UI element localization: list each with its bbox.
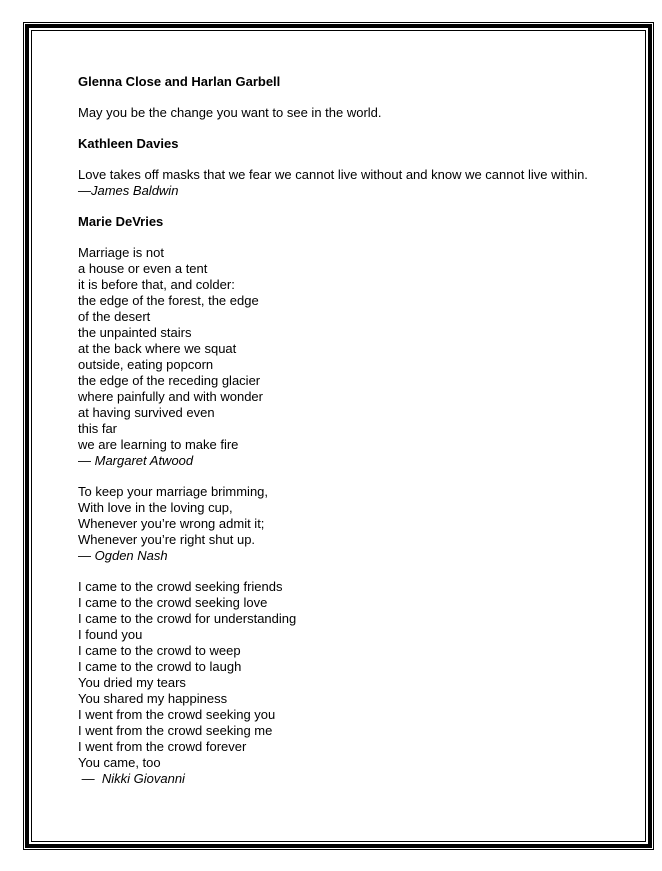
line-text: To keep your marriage brimming, xyxy=(78,484,269,499)
attribution-text: Margaret Atwood xyxy=(94,453,194,468)
line-text: we are learning to make fire xyxy=(78,437,239,452)
author-heading: Glenna Close and Harlan Garbell xyxy=(78,74,281,89)
author-heading: Marie DeVries xyxy=(78,214,164,229)
author-heading: Kathleen Davies xyxy=(78,136,179,151)
page-border-inner-line xyxy=(31,30,646,842)
line-text: Whenever you’re right shut up. xyxy=(78,532,256,547)
attribution-text: Nikki Giovanni xyxy=(101,771,185,786)
line-text: I went from the crowd seeking you xyxy=(78,707,276,722)
line-text: I came to the crowd to weep xyxy=(78,643,241,658)
line-text: it is before that, and colder: xyxy=(78,277,235,292)
line-text: the edge of the receding glacier xyxy=(78,373,261,388)
line-text: Whenever you’re wrong admit it; xyxy=(78,516,265,531)
attribution-text: —James Baldwin xyxy=(78,183,179,198)
page-border xyxy=(23,22,654,850)
line-text: outside, eating popcorn xyxy=(78,357,214,372)
line-text: May you be the change you want to see in the world. xyxy=(78,105,382,120)
page-border-thick-line xyxy=(25,24,652,848)
text-paragraph xyxy=(78,579,617,787)
line-text: You dried my tears xyxy=(78,675,186,690)
line-text: — xyxy=(78,453,95,468)
document-content xyxy=(32,31,645,787)
line-text: I came to the crowd seeking friends xyxy=(78,579,283,594)
text-paragraph xyxy=(78,484,617,564)
line-text: Marriage is not xyxy=(78,245,164,260)
text-paragraph xyxy=(78,105,617,121)
line-text: — xyxy=(78,771,102,786)
text-paragraph xyxy=(78,167,617,199)
line-text: this far xyxy=(78,421,118,436)
line-text: a house or even a tent xyxy=(78,261,208,276)
line-text: of the desert xyxy=(78,309,151,324)
line-text: I came to the crowd for understanding xyxy=(78,611,297,626)
line-text: I came to the crowd seeking love xyxy=(78,595,268,610)
line-text: where painfully and with wonder xyxy=(78,389,263,404)
line-text: I came to the crowd to laugh xyxy=(78,659,242,674)
line-text: Love takes off masks that we fear we cannot live without and know we cannot live within. xyxy=(78,167,588,182)
line-text: With love in the loving cup, xyxy=(78,500,233,515)
line-text: You shared my happiness xyxy=(78,691,228,706)
line-text: at the back where we squat xyxy=(78,341,237,356)
line-text: I went from the crowd seeking me xyxy=(78,723,273,738)
line-text: the unpainted stairs xyxy=(78,325,192,340)
line-text: at having survived even xyxy=(78,405,215,420)
text-paragraph xyxy=(78,245,617,469)
line-text: I found you xyxy=(78,627,143,642)
line-text: I went from the crowd forever xyxy=(78,739,247,754)
attribution-text: Ogden Nash xyxy=(94,548,168,563)
line-text: — xyxy=(78,548,95,563)
line-text: the edge of the forest, the edge xyxy=(78,293,259,308)
line-text: You came, too xyxy=(78,755,161,770)
